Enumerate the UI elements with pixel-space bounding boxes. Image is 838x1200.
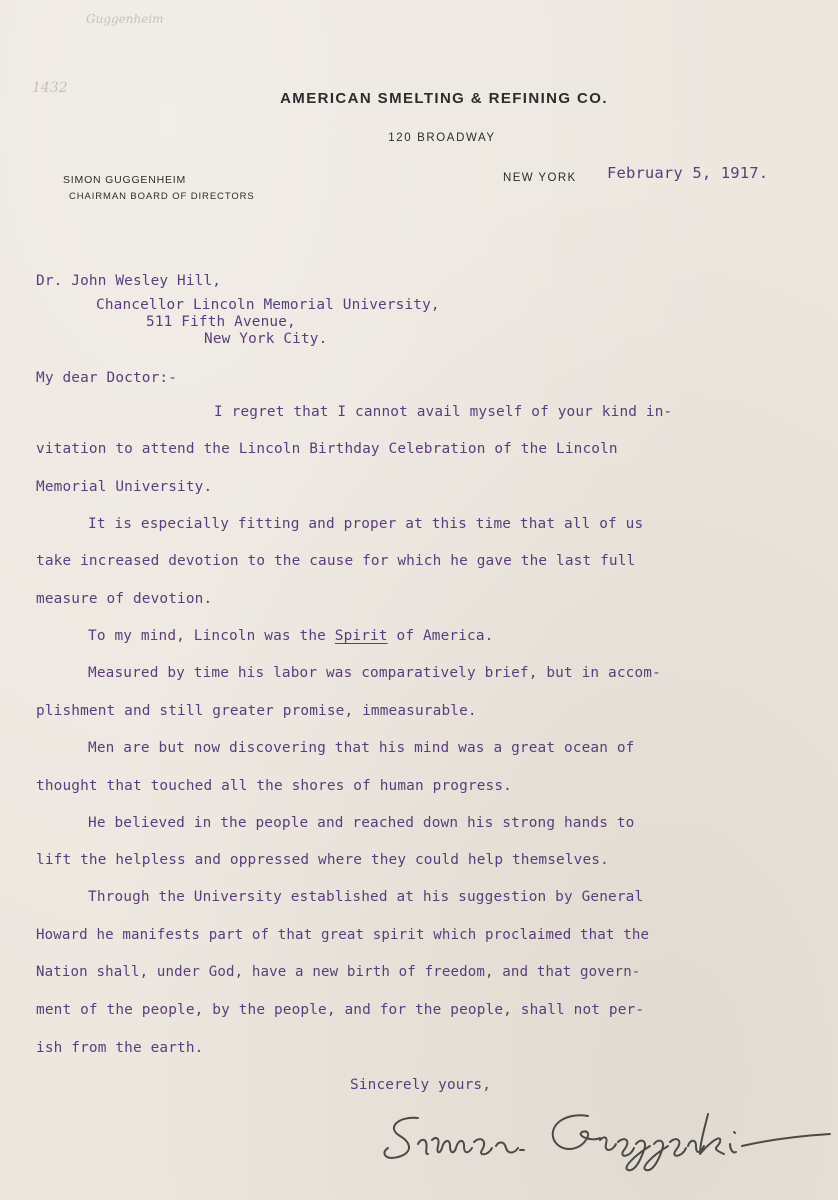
body-line: It is especially fitting and proper at this time that all of us bbox=[88, 516, 644, 532]
body-line: Men are but now discovering that his mind was a great ocean of bbox=[88, 740, 635, 756]
body-line: take increased devotion to the cause for which he gave the last full bbox=[36, 553, 636, 569]
pencil-note: Guggenheim bbox=[86, 12, 164, 26]
signature bbox=[378, 1096, 838, 1176]
body-line: measure of devotion. bbox=[36, 591, 213, 607]
recipient-name: Dr. John Wesley Hill, bbox=[36, 273, 222, 289]
body-line: thought that touched all the shores of human progress. bbox=[36, 778, 512, 794]
recipient-street: 511 Fifth Avenue, bbox=[146, 314, 296, 330]
body-line: He believed in the people and reached down his strong hands to bbox=[88, 815, 635, 831]
letterhead-city: NEW YORK bbox=[503, 172, 577, 184]
body-line: ish from the earth. bbox=[36, 1040, 204, 1056]
sender-title: CHAIRMAN BOARD OF DIRECTORS bbox=[69, 191, 255, 202]
body-line: Memorial University. bbox=[36, 479, 213, 495]
company-name: AMERICAN SMELTING & REFINING CO. bbox=[280, 90, 608, 107]
body-line: lift the helpless and oppressed where they could help themselves. bbox=[36, 852, 609, 868]
body-line: vitation to attend the Lincoln Birthday Celebration of the Lincoln bbox=[36, 441, 618, 457]
closing: Sincerely yours, bbox=[350, 1077, 492, 1093]
salutation: My dear Doctor:- bbox=[36, 370, 178, 386]
body-line-spirit bbox=[88, 628, 493, 644]
body-line: Measured by time his labor was comparatively brief, but in accom- bbox=[88, 665, 661, 681]
sender-name: SIMON GUGGENHEIM bbox=[63, 174, 187, 186]
body-text: To my mind, Lincoln was the bbox=[88, 628, 335, 644]
body-line: ment of the people, by the people, and for the people, shall not per- bbox=[36, 1002, 645, 1018]
company-address: 120 BROADWAY bbox=[388, 132, 496, 144]
letter-date: February 5, 1917. bbox=[607, 164, 769, 182]
body-text: of America. bbox=[387, 628, 494, 644]
body-line: Through the University established at his suggestion by General bbox=[88, 889, 644, 905]
body-line: Nation shall, under God, have a new birth of freedom, and that govern- bbox=[36, 964, 641, 980]
body-line: I regret that I cannot avail myself of your kind in- bbox=[214, 404, 673, 420]
recipient-title: Chancellor Lincoln Memorial University, bbox=[96, 297, 440, 313]
signature-graphic bbox=[378, 1096, 838, 1176]
body-line: plishment and still greater promise, immeasurable. bbox=[36, 703, 477, 719]
recipient-city: New York City. bbox=[204, 331, 328, 347]
body-line: Howard he manifests part of that great spirit which proclaimed that the bbox=[36, 927, 650, 943]
pencil-number: 1432 bbox=[32, 80, 68, 96]
underlined-word: Spirit bbox=[334, 628, 388, 644]
